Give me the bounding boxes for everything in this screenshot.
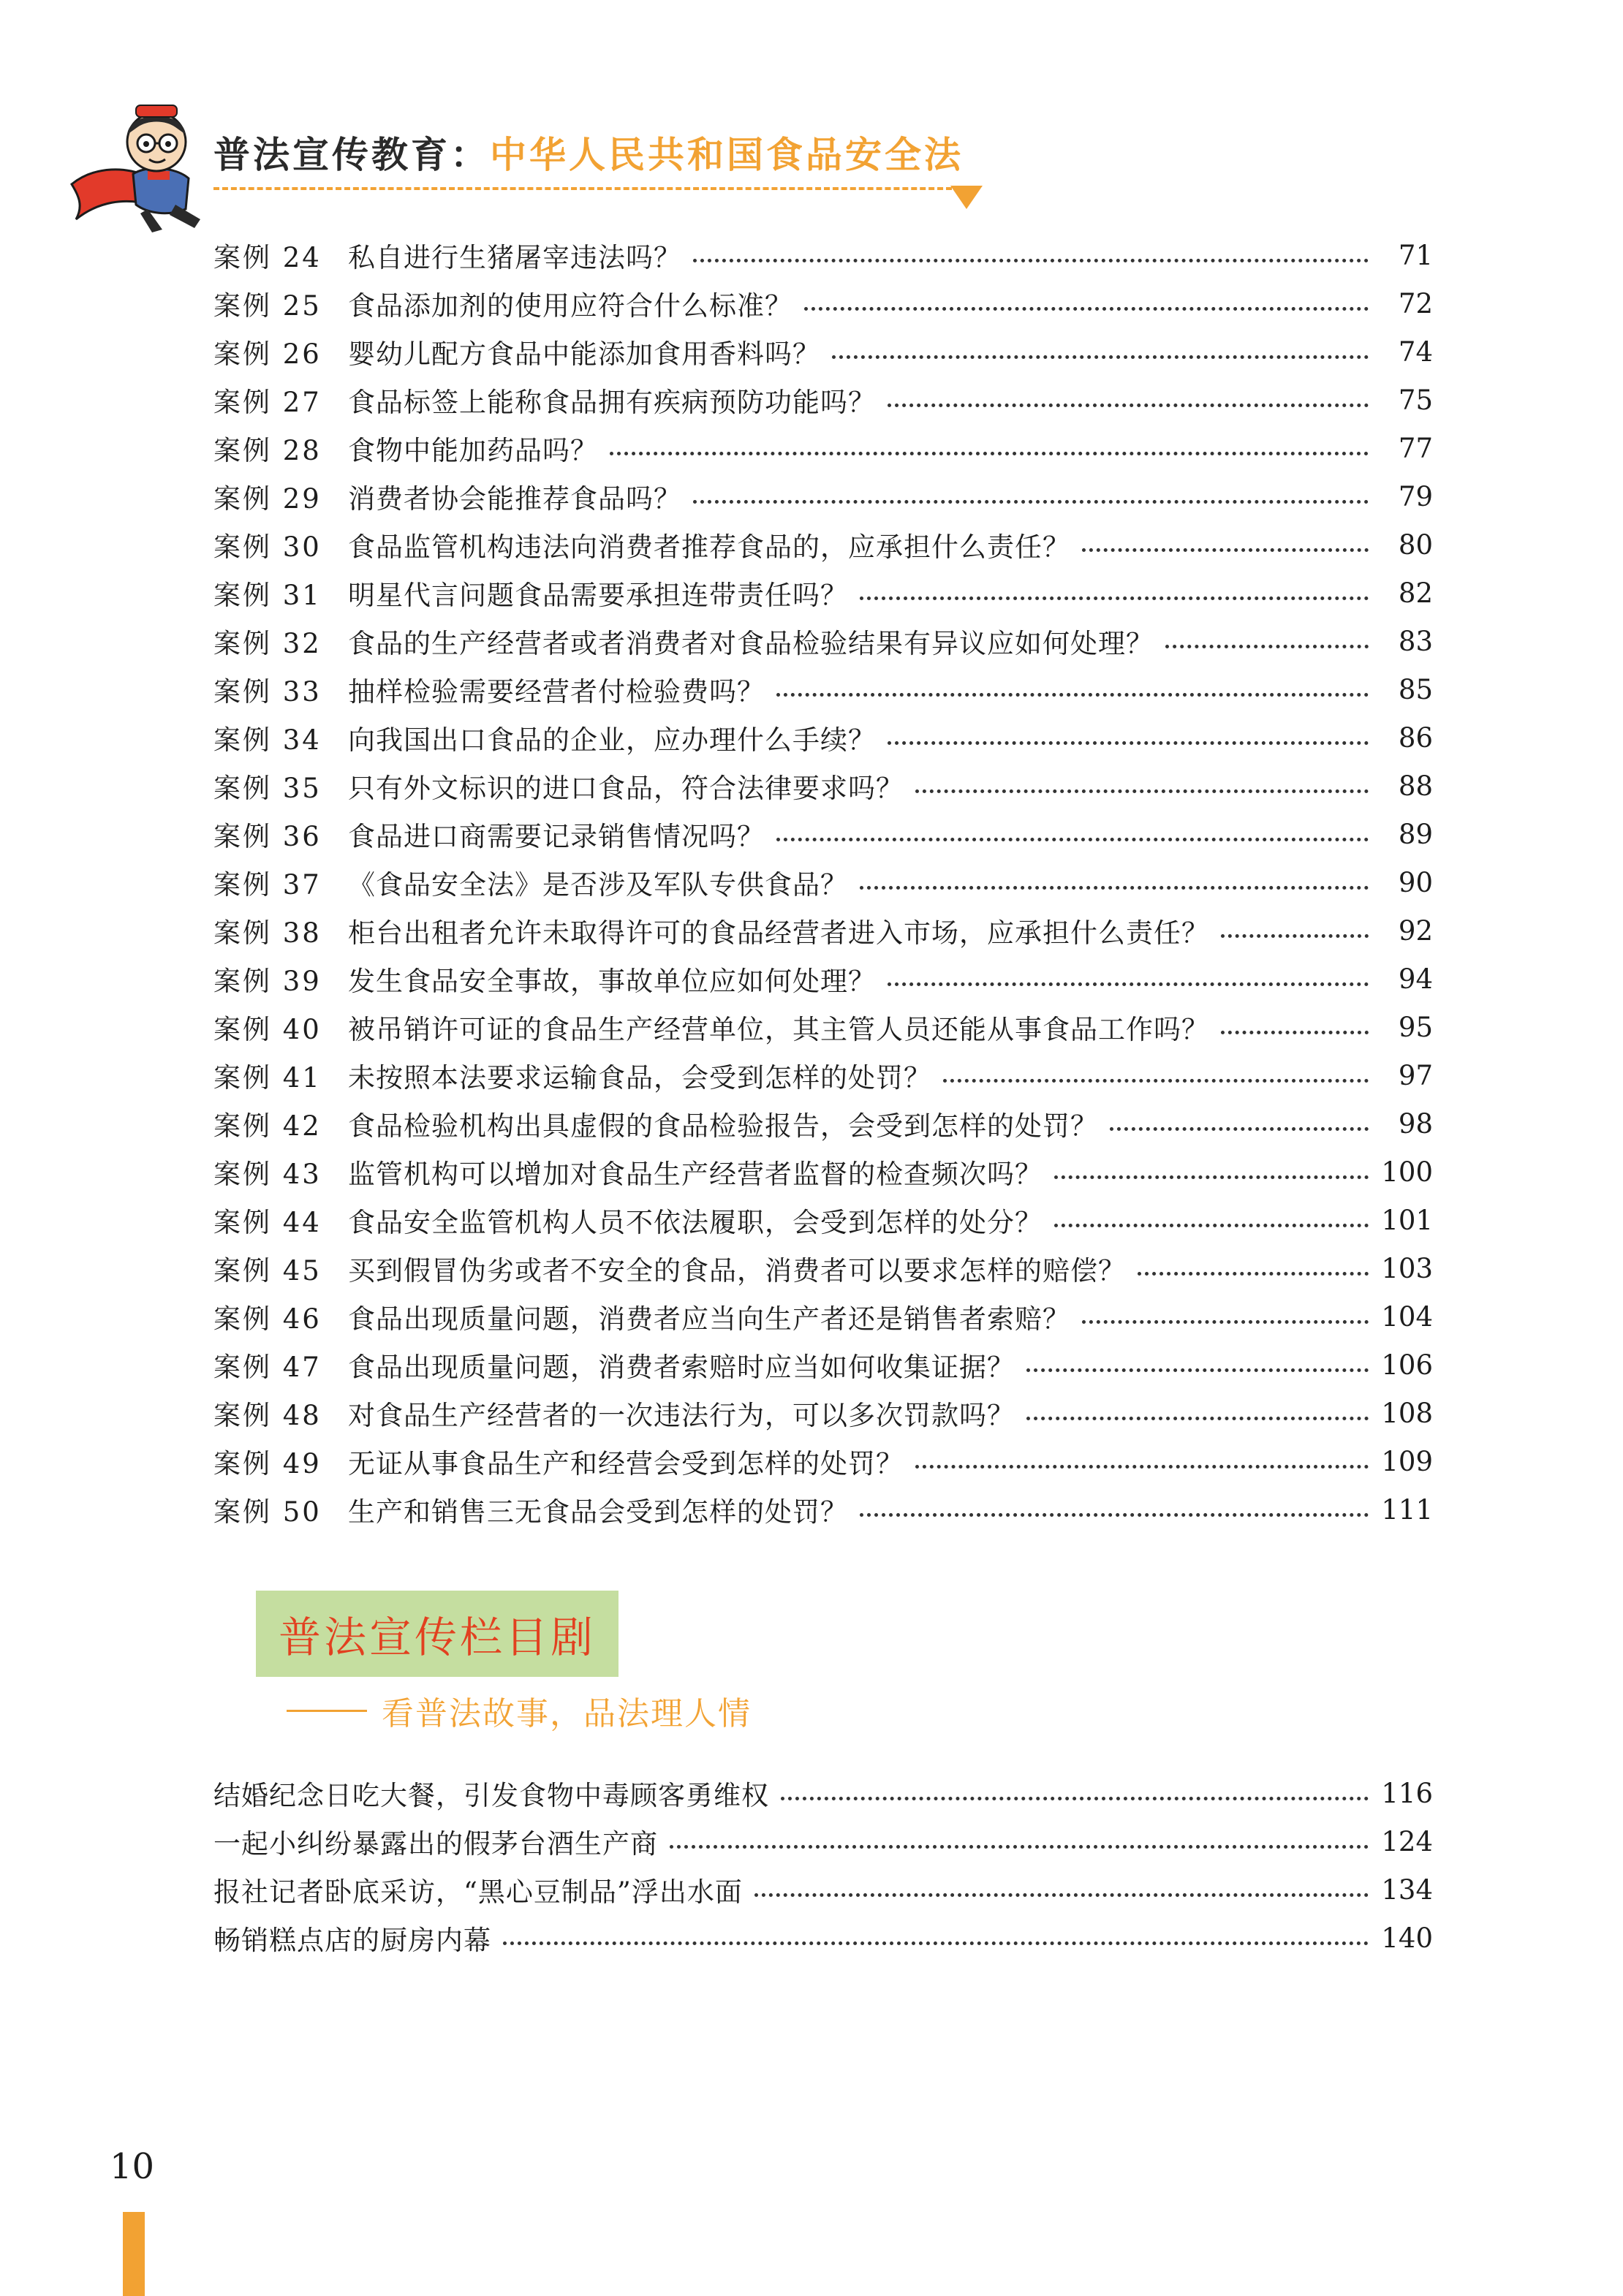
- dot-leader: [670, 1845, 1369, 1849]
- case-label: 案例 32: [213, 628, 322, 659]
- case-title: 食物中能加药品吗？: [348, 435, 598, 466]
- page-ref: 100: [1381, 1156, 1433, 1188]
- story-title: 报社记者卧底采访，“黑心豆制品”浮出水面: [213, 1876, 743, 1908]
- page-ref: 75: [1398, 384, 1433, 416]
- case-title: 消费者协会能推荐食品吗？: [348, 483, 681, 515]
- dot-leader: [915, 1465, 1369, 1469]
- dot-leader: [754, 1893, 1369, 1897]
- dot-leader: [1082, 548, 1369, 552]
- case-title: 抽样检验需要经营者付检验费吗？: [348, 676, 765, 708]
- dot-leader: [776, 838, 1369, 841]
- page-ref: 71: [1398, 239, 1433, 271]
- case-label: 案例 45: [213, 1255, 322, 1287]
- case-label: 案例 33: [213, 676, 322, 708]
- page-ref: 85: [1398, 673, 1433, 705]
- toc-row[interactable]: [213, 1003, 1433, 1051]
- dot-leader: [1110, 1127, 1369, 1131]
- page-ref: 104: [1381, 1300, 1433, 1333]
- case-title: 私自进行生猪屠宰违法吗？: [348, 242, 681, 273]
- page-ref: 86: [1398, 721, 1433, 754]
- page-ref: 83: [1398, 625, 1433, 657]
- header-title: [213, 126, 964, 178]
- case-title: 婴幼儿配方食品中能添加食用香料吗？: [348, 338, 820, 370]
- toc-row[interactable]: [213, 1389, 1433, 1437]
- case-label: 案例 24: [213, 242, 322, 273]
- dot-leader: [832, 355, 1369, 359]
- subtitle-dash: [287, 1710, 367, 1712]
- page-ref: 77: [1398, 432, 1433, 464]
- page-ref: 101: [1381, 1204, 1433, 1236]
- section-subtitle: [287, 1689, 752, 1732]
- page-ref: 106: [1381, 1349, 1433, 1381]
- case-title: 食品的生产经营者或者消费者对食品检验结果有异议应如何处理？: [348, 628, 1154, 659]
- toc-row[interactable]: [213, 569, 1433, 617]
- case-title: 无证从事食品生产和经营会受到怎样的处罚？: [348, 1448, 904, 1479]
- toc-row[interactable]: [213, 231, 1433, 279]
- dot-leader: [610, 452, 1369, 455]
- case-label: 案例 27: [213, 387, 322, 418]
- case-title: 食品监管机构违法向消费者推荐食品的，应承担什么责任？: [348, 531, 1070, 563]
- page-ref: 94: [1398, 963, 1433, 995]
- case-title: 食品标签上能称食品拥有疾病预防功能吗？: [348, 387, 876, 418]
- toc-row[interactable]: [213, 1051, 1433, 1099]
- toc-row[interactable]: [213, 1341, 1433, 1389]
- section-subtitle-text: 看普法故事，品法理人情: [382, 1695, 752, 1732]
- page-ref: 74: [1398, 336, 1433, 368]
- case-title: 监管机构可以增加对食品生产经营者监督的检查频次吗？: [348, 1159, 1043, 1190]
- case-label: 案例 39: [213, 966, 322, 997]
- header-title-rest: 中华人民共和国食品安全法: [490, 134, 964, 176]
- case-label: 案例 49: [213, 1448, 322, 1479]
- page-ref: 134: [1381, 1873, 1433, 1906]
- dot-leader: [1138, 1272, 1369, 1276]
- page-ref: 98: [1398, 1107, 1433, 1140]
- dot-leader: [888, 982, 1369, 986]
- toc-row[interactable]: [213, 1292, 1433, 1341]
- dot-leader: [1026, 1368, 1369, 1372]
- toc-row[interactable]: [213, 520, 1433, 569]
- toc-row[interactable]: [213, 472, 1433, 520]
- page-ref: 82: [1398, 577, 1433, 609]
- page-ref: 80: [1398, 528, 1433, 561]
- case-label: 案例 36: [213, 821, 322, 852]
- case-label: 案例 26: [213, 338, 322, 370]
- dot-leader: [1221, 1031, 1369, 1034]
- dot-leader: [888, 403, 1369, 407]
- story-row[interactable]: [213, 1769, 1433, 1817]
- story-title: 畅销糕点店的厨房内幕: [213, 1925, 491, 1956]
- page-ref: 140: [1381, 1922, 1433, 1954]
- dot-leader: [503, 1941, 1369, 1945]
- dot-leader: [860, 1513, 1369, 1517]
- case-label: 案例 43: [213, 1159, 322, 1190]
- header-dashed-rule: [213, 187, 952, 190]
- case-label: 案例 46: [213, 1303, 322, 1335]
- flying-mascot-icon: [66, 95, 212, 234]
- case-label: 案例 47: [213, 1352, 322, 1383]
- page-ref: 108: [1381, 1397, 1433, 1429]
- story-title: 结婚纪念日吃大餐，引发食物中毒顾客勇维权: [213, 1780, 769, 1811]
- dot-leader: [888, 741, 1369, 745]
- case-label: 案例 29: [213, 483, 322, 515]
- case-title: 食品出现质量问题，消费者应当向生产者还是销售者索赔？: [348, 1303, 1070, 1335]
- dot-leader: [1026, 1417, 1369, 1420]
- case-title: 只有外文标识的进口食品，符合法律要求吗？: [348, 773, 904, 804]
- case-label: 案例 28: [213, 435, 322, 466]
- case-label: 案例 42: [213, 1110, 322, 1142]
- dot-leader: [1165, 645, 1369, 648]
- page-ref: 97: [1398, 1059, 1433, 1091]
- toc-row[interactable]: [213, 424, 1433, 472]
- page-ref: 72: [1398, 287, 1433, 319]
- toc-row[interactable]: [213, 1437, 1433, 1485]
- toc-row[interactable]: [213, 1099, 1433, 1148]
- header-title-lead: 普法宣传教育：: [213, 134, 490, 176]
- case-title: 被吊销许可证的食品生产经营单位，其主管人员还能从事食品工作吗？: [348, 1014, 1209, 1045]
- case-label: 案例 44: [213, 1207, 322, 1238]
- dot-leader: [1221, 934, 1369, 938]
- dot-leader: [693, 500, 1369, 504]
- dot-leader: [943, 1079, 1369, 1083]
- case-title: 柜台出租者允许未取得许可的食品经营者进入市场，应承担什么责任？: [348, 917, 1209, 949]
- story-title: 一起小纠纷暴露出的假茅台酒生产商: [213, 1828, 658, 1860]
- page-ref: 111: [1381, 1493, 1433, 1526]
- case-title: 发生食品安全事故，事故单位应如何处理？: [348, 966, 876, 997]
- case-title: 食品检验机构出具虚假的食品检验报告，会受到怎样的处罚？: [348, 1110, 1098, 1142]
- triangle-marker-icon: [950, 186, 983, 209]
- toc-row[interactable]: [213, 955, 1433, 1003]
- case-label: 案例 25: [213, 290, 322, 322]
- case-label: 案例 30: [213, 531, 322, 563]
- case-label: 案例 34: [213, 724, 322, 756]
- case-title: 食品安全监管机构人员不依法履职，会受到怎样的处分？: [348, 1207, 1043, 1238]
- toc-row[interactable]: [213, 810, 1433, 858]
- dot-leader: [1082, 1320, 1369, 1324]
- case-label: 案例 40: [213, 1014, 322, 1045]
- case-title: 对食品生产经营者的一次违法行为，可以多次罚款吗？: [348, 1400, 1015, 1431]
- case-label: 案例 38: [213, 917, 322, 949]
- story-list: [213, 1769, 1433, 1962]
- toc-row[interactable]: [213, 858, 1433, 906]
- toc-row[interactable]: [213, 1148, 1433, 1196]
- toc-row[interactable]: [213, 762, 1433, 810]
- toc-row[interactable]: [213, 279, 1433, 327]
- case-title: 食品添加剂的使用应符合什么标准？: [348, 290, 792, 322]
- case-label: 案例 35: [213, 773, 322, 804]
- toc-row[interactable]: [213, 1196, 1433, 1244]
- page-ref: 109: [1381, 1445, 1433, 1477]
- section-heading-box: [256, 1591, 618, 1677]
- toc-row[interactable]: [213, 906, 1433, 955]
- page-ref: 124: [1381, 1825, 1433, 1857]
- dot-leader: [693, 259, 1369, 262]
- dot-leader: [1054, 1224, 1369, 1227]
- case-label: 案例 41: [213, 1062, 322, 1094]
- dot-leader: [776, 693, 1369, 697]
- toc-row[interactable]: [213, 713, 1433, 762]
- page-ref: 103: [1381, 1252, 1433, 1284]
- page-header: [0, 0, 1623, 219]
- case-title: 《食品安全法》是否涉及军队专供食品？: [348, 869, 848, 901]
- toc-row[interactable]: [213, 665, 1433, 713]
- page-ref: 116: [1381, 1777, 1433, 1809]
- toc-row[interactable]: [213, 617, 1433, 665]
- table-of-contents: [213, 231, 1433, 1534]
- story-row[interactable]: [213, 1817, 1433, 1865]
- toc-row[interactable]: [213, 1244, 1433, 1292]
- case-title: 明星代言问题食品需要承担连带责任吗？: [348, 580, 848, 611]
- page-ref: 95: [1398, 1011, 1433, 1043]
- page-ref: 79: [1398, 480, 1433, 512]
- story-row[interactable]: [213, 1865, 1433, 1914]
- page-ref: 89: [1398, 818, 1433, 850]
- page-ref: 90: [1398, 866, 1433, 898]
- story-row[interactable]: [213, 1914, 1433, 1962]
- toc-row[interactable]: [213, 1485, 1433, 1534]
- case-title: 食品进口商需要记录销售情况吗？: [348, 821, 765, 852]
- case-title: 向我国出口食品的企业，应办理什么手续？: [348, 724, 876, 756]
- dot-leader: [804, 307, 1369, 311]
- case-title: 生产和销售三无食品会受到怎样的处罚？: [348, 1496, 848, 1528]
- page-ref: 92: [1398, 914, 1433, 947]
- toc-row[interactable]: [213, 376, 1433, 424]
- page-ref: 88: [1398, 770, 1433, 802]
- dot-leader: [781, 1797, 1369, 1800]
- case-title: 食品出现质量问题，消费者索赔时应当如何收集证据？: [348, 1352, 1015, 1383]
- case-title: 买到假冒伪劣或者不安全的食品，消费者可以要求怎样的赔偿？: [348, 1255, 1126, 1287]
- case-label: 案例 31: [213, 580, 322, 611]
- toc-row[interactable]: [213, 327, 1433, 376]
- page-edge-tab: [123, 2212, 145, 2296]
- case-label: 案例 50: [213, 1496, 322, 1528]
- dot-leader: [860, 596, 1369, 600]
- case-title: 未按照本法要求运输食品，会受到怎样的处罚？: [348, 1062, 931, 1094]
- case-label: 案例 48: [213, 1400, 322, 1431]
- section-title: 普法宣传栏目剧: [278, 1613, 596, 1662]
- page-number: 10: [110, 2146, 155, 2187]
- dot-leader: [1054, 1175, 1369, 1179]
- dot-leader: [860, 886, 1369, 890]
- case-label: 案例 37: [213, 869, 322, 901]
- dot-leader: [915, 789, 1369, 793]
